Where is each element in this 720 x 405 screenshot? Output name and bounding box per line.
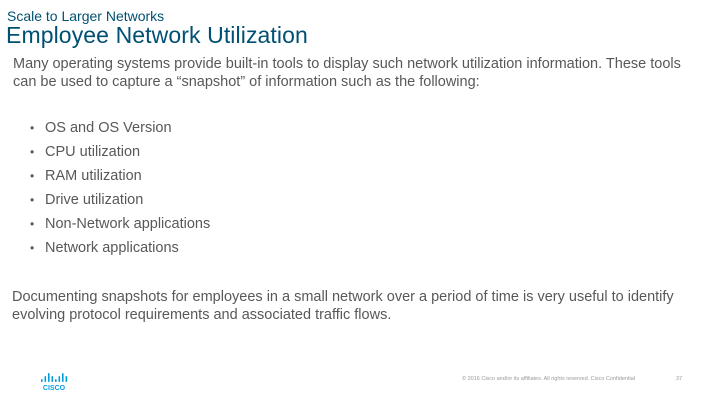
list-item: [30, 119, 210, 143]
bullet-list: [30, 119, 210, 263]
bullet-icon: •: [30, 145, 35, 159]
footer: [0, 370, 720, 390]
bullet-text: CPU utilization: [45, 144, 141, 160]
bullet-text: Non-Network applications: [45, 216, 211, 232]
page-number: 37: [676, 376, 683, 382]
bullet-icon: •: [30, 241, 35, 255]
slide-title: Employee Network Utilization: [6, 22, 308, 48]
bullet-text: OS and OS Version: [45, 120, 172, 136]
list-item: [30, 143, 210, 167]
list-item: [30, 215, 210, 239]
list-item: [30, 239, 210, 263]
bullet-icon: •: [30, 217, 35, 231]
bullet-icon: •: [30, 169, 35, 183]
cisco-logo-icon: [40, 373, 70, 391]
bullet-text: Network applications: [45, 240, 179, 256]
list-item: [30, 167, 210, 191]
bullet-icon: •: [30, 193, 35, 207]
svg-text:CISCO: CISCO: [42, 385, 66, 391]
list-item: [30, 191, 210, 215]
copyright-text: © 2016 Cisco and/or its affiliates. All rights reserved. Cisco Confidential: [462, 376, 636, 382]
bullet-text: Drive utilization: [45, 192, 144, 208]
bullet-icon: •: [30, 121, 35, 135]
section-title: Scale to Larger Networks: [7, 8, 165, 24]
intro-paragraph: Many operating systems provide built-in tools to display such network utilization information. These tools can be used to capture a “snapshot” of information such as the following:: [13, 56, 681, 90]
closing-paragraph: Documenting snapshots for employees in a small network over a period of time is very useful to identify evolving protocol requirements and associated traffic flows.: [12, 289, 674, 323]
bullet-text: RAM utilization: [45, 168, 142, 184]
